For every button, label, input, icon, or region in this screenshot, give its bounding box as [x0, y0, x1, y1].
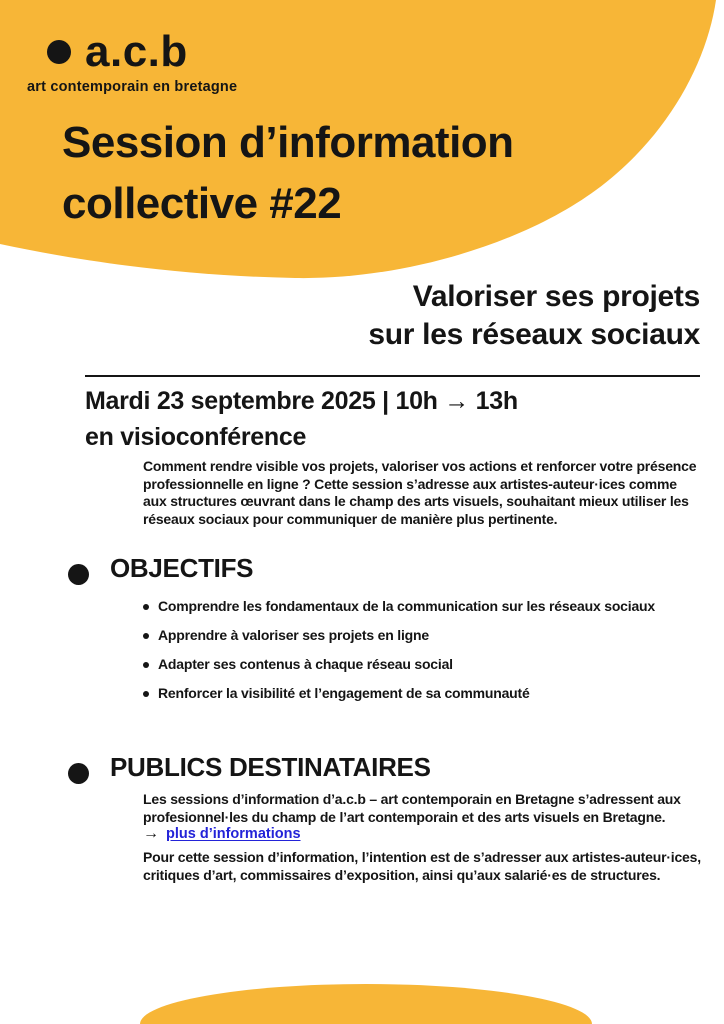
- objectives-list: [143, 598, 703, 714]
- page-title-line-1: Session d’information: [62, 118, 514, 167]
- objectifs-heading: OBJECTIFS: [110, 553, 254, 583]
- objectifs-bullet-icon: [68, 564, 89, 585]
- subtitle-line-1: Valoriser ses projets: [412, 280, 700, 313]
- bullet-dot-icon: [143, 662, 149, 668]
- bullet-dot-icon: [143, 691, 149, 697]
- logo-tagline: art contemporain en bretagne: [27, 79, 238, 95]
- page-title-line-2: collective #22: [62, 179, 342, 228]
- session-datetime: Mardi 23 septembre 2025 | 10h → 13h: [85, 387, 518, 415]
- session-intro: Comment rendre visible vos projets, valoriser vos actions et renforcer votre présence professionnelle en ligne ? Cette session s’adresse aux artistes-auteur·ices comme aux structures œuvrant dans le champ des arts visuels, souhaitant mieux utiliser les réseaux sociaux pour communiquer de manière plus pertinente.: [143, 458, 697, 527]
- bullet-dot-icon: [143, 604, 149, 610]
- plus-informations-link[interactable]: plus d’informations: [166, 826, 301, 842]
- list-item: [143, 627, 703, 644]
- list-item-text: Apprendre à valoriser ses projets en ligne: [158, 627, 429, 643]
- bullet-dot-icon: [143, 633, 149, 639]
- session-schedule: [85, 383, 518, 455]
- bottom-yellow-blob: [140, 984, 592, 1024]
- logo-text: a.c.b: [85, 27, 188, 76]
- divider-rule: [85, 375, 700, 377]
- logo-dot-icon: [47, 40, 71, 64]
- list-item-text: Comprendre les fondamentaux de la communication sur les réseaux sociaux: [158, 598, 655, 614]
- list-item: [143, 598, 703, 615]
- subtitle: [368, 278, 700, 354]
- list-item-text: Adapter ses contenus à chaque réseau social: [158, 656, 453, 672]
- subtitle-line-2: sur les réseaux sociaux: [368, 318, 700, 351]
- publics-paragraph-2: Pour cette session d’information, l’intention est de s’adresser aux artistes-auteur·ices, critiques d’art, commissaires d’exposition, ainsi qu’aux salarié·es de structures.: [143, 849, 701, 883]
- list-item: [143, 685, 703, 702]
- logo-row: [27, 27, 237, 76]
- arrow-right-icon: →: [143, 825, 159, 842]
- acb-logo: [27, 27, 238, 95]
- page-title: [62, 112, 514, 234]
- list-item: [143, 656, 703, 673]
- publics-paragraph-1: Les sessions d’information d’a.c.b – art contemporain en Bretagne s’adressent aux profesionnel·les du champ de l’art contemporain et des arts visuels en Bretagne.: [143, 791, 681, 825]
- session-mode: en visioconférence: [85, 423, 307, 451]
- more-info-row: [143, 825, 301, 843]
- publics-heading: PUBLICS DESTINATAIRES: [110, 752, 431, 782]
- list-item-text: Renforcer la visibilité et l’engagement de sa communauté: [158, 685, 530, 701]
- publics-bullet-icon: [68, 763, 89, 784]
